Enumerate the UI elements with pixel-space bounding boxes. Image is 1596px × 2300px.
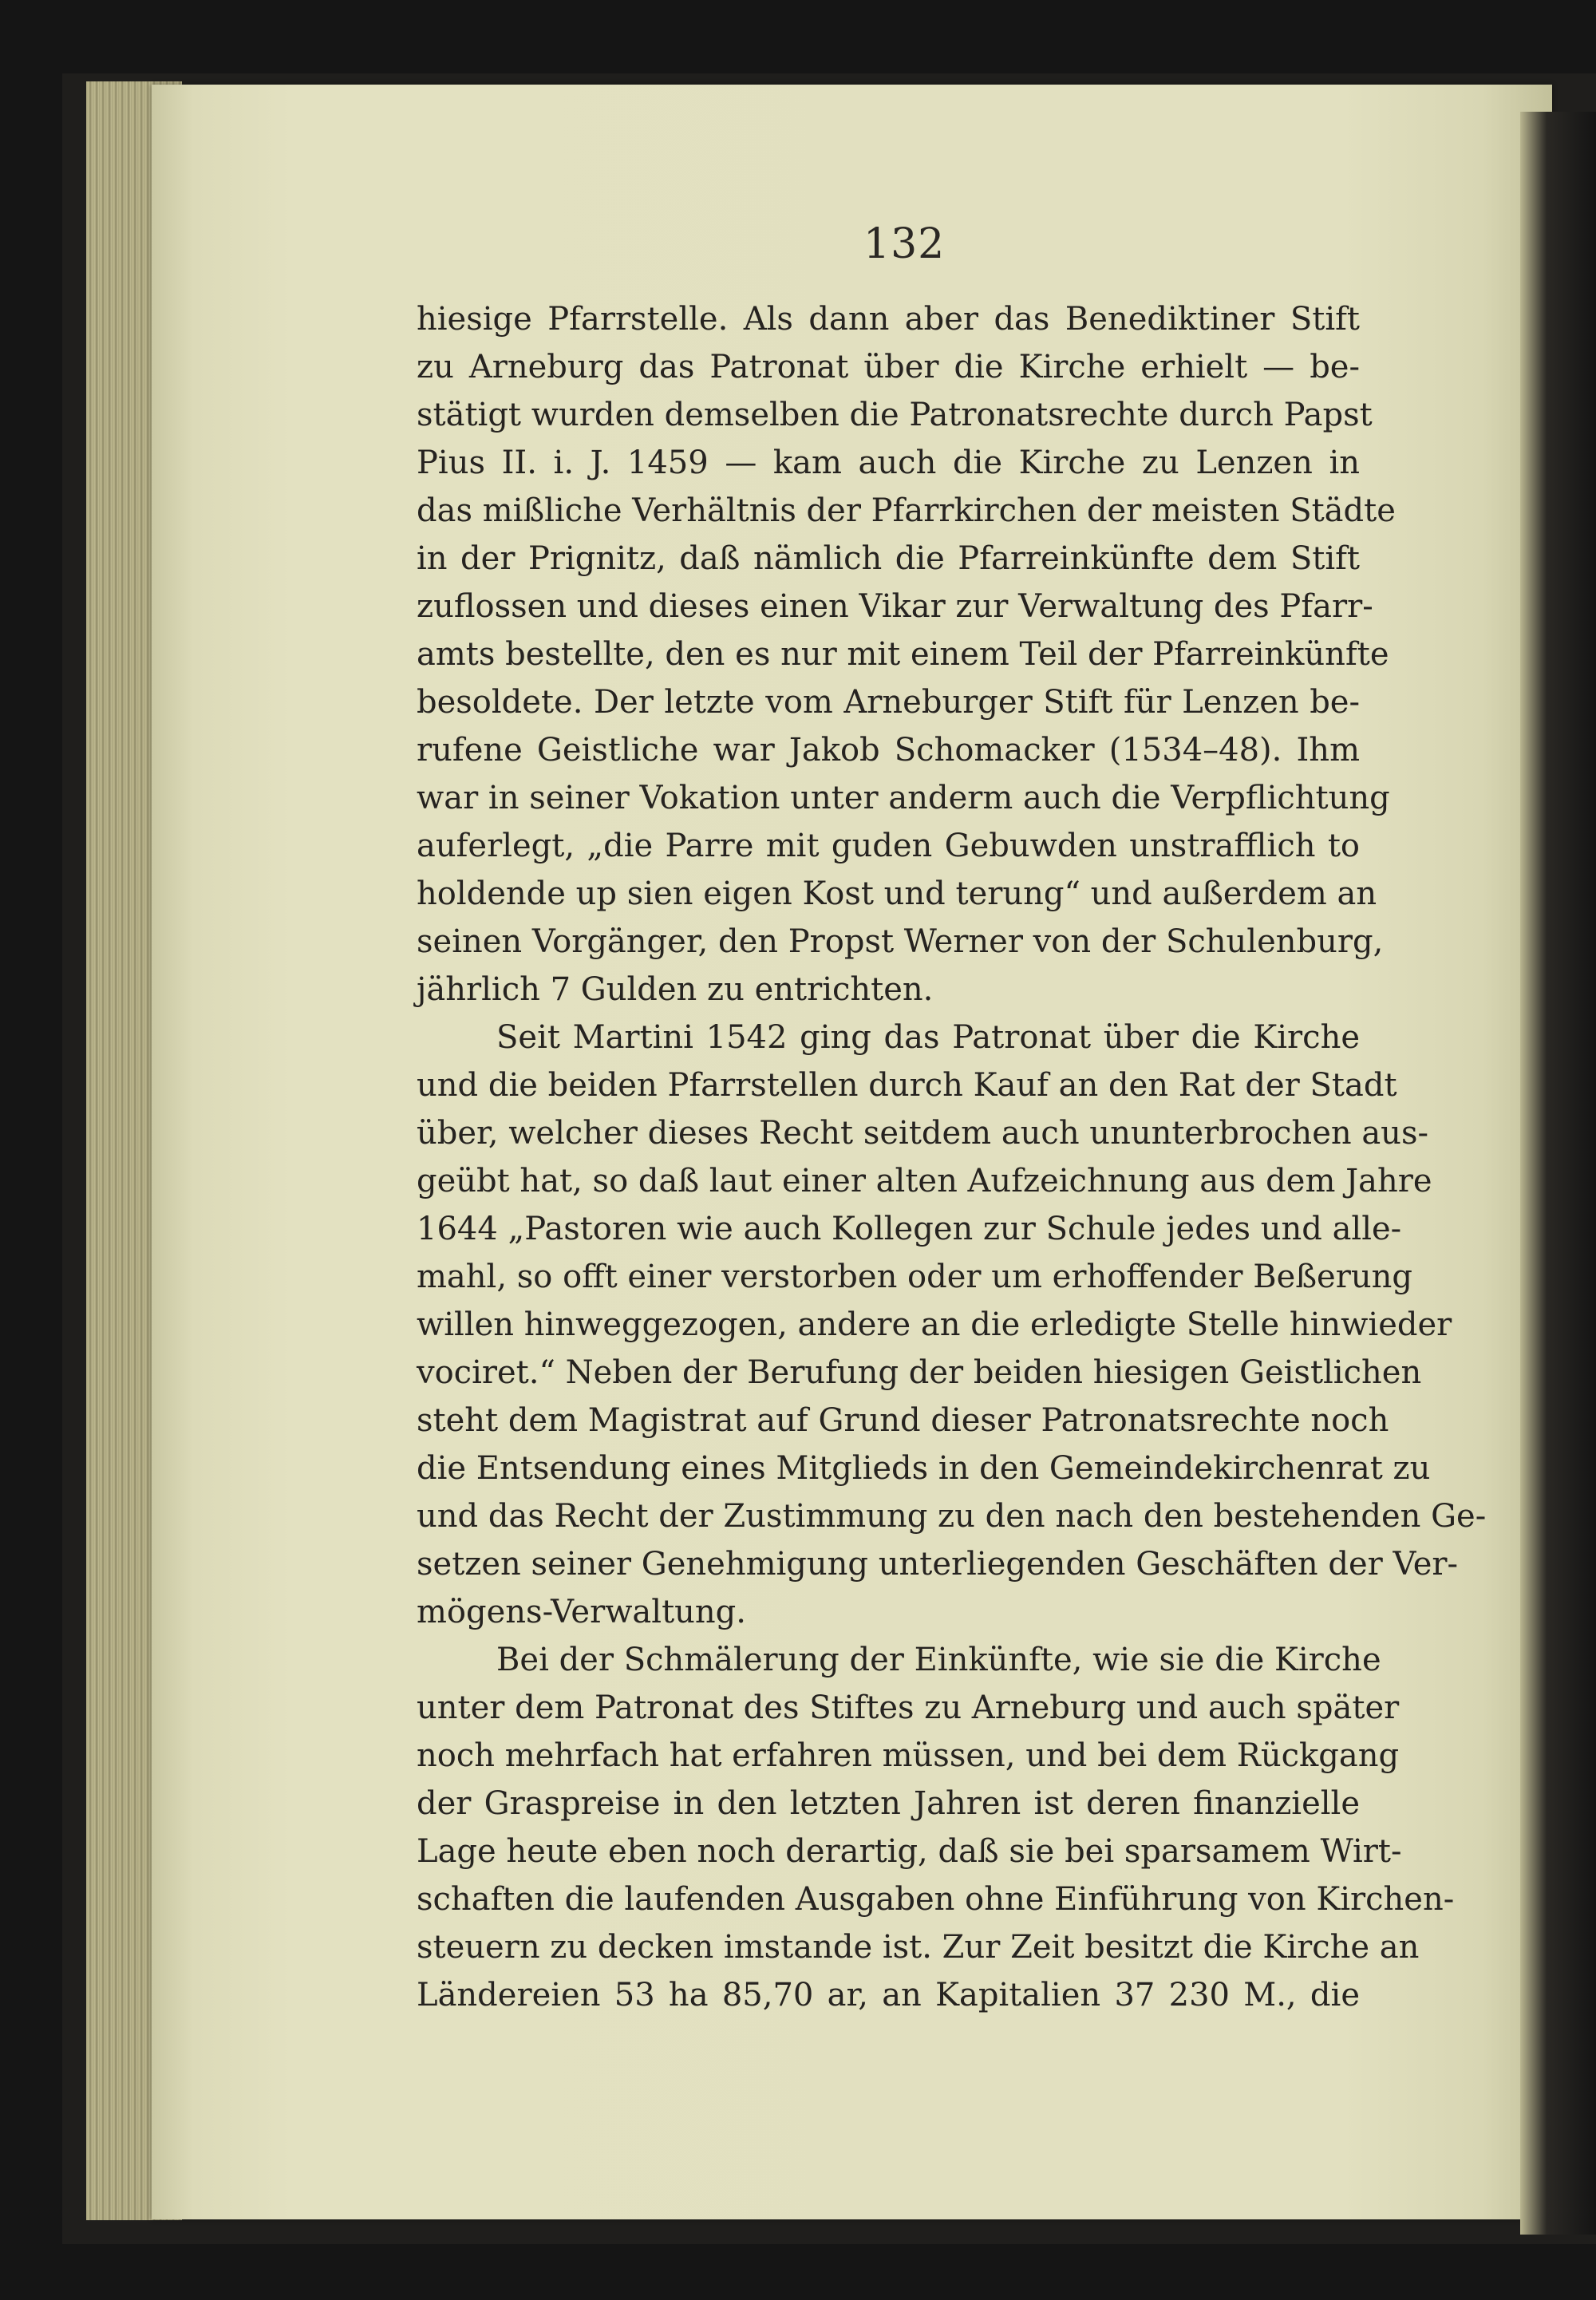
- text-line: besoldete. Der letzte vom Arneburger Stift für Lenzen be-: [417, 684, 1360, 721]
- text-line: mahl, so offt einer verstorben oder um erhoffender Beßerung: [417, 1259, 1412, 1295]
- text-line: und die beiden Pfarrstellen durch Kauf an den Rat der Stadt: [417, 1067, 1397, 1104]
- text-line: seinen Vorgänger, den Propst Werner von der Schulenburg,: [417, 923, 1384, 960]
- text-line: mögens-Verwaltung.: [417, 1594, 746, 1630]
- text-line: steuern zu decken imstande ist. Zur Zeit besitzt die Kirche an: [417, 1929, 1420, 1966]
- text-line: vociret.“ Neben der Berufung der beiden hiesigen Geistlichen: [417, 1354, 1422, 1391]
- text-line: das mißliche Verhältnis der Pfarrkirchen der meisten Städte: [417, 492, 1396, 529]
- text-line: in der Prignitz, daß nämlich die Pfarreinkünfte dem Stift: [417, 540, 1360, 577]
- text-line: jährlich 7 Gulden zu entrichten.: [417, 971, 934, 1008]
- text-line: hiesige Pfarrstelle. Als dann aber das Benediktiner Stift: [417, 301, 1360, 338]
- text-line: holdende up sien eigen Kost und terung“ und außerdem an: [417, 875, 1377, 912]
- text-line: die Entsendung eines Mitglieds in den Gemeindekirchenrat zu: [417, 1450, 1431, 1487]
- page-number: 132: [863, 220, 946, 268]
- text-line: zuflossen und dieses einen Vikar zur Verwaltung des Pfarr-: [417, 588, 1373, 625]
- text-line: über, welcher dieses Recht seitdem auch ununterbrochen aus-: [417, 1115, 1428, 1152]
- text-line: willen hinweggezogen, andere an die erledigte Stelle hinwieder: [417, 1306, 1452, 1343]
- text-line: rufene Geistliche war Jakob Schomacker (1534–48). Ihm: [417, 732, 1360, 769]
- text-line: 1644 „Pastoren wie auch Kollegen zur Schule jedes und alle-: [417, 1211, 1402, 1247]
- book-gutter: [1520, 112, 1596, 2235]
- text-line: noch mehrfach hat erfahren müssen, und bei dem Rückgang: [417, 1737, 1400, 1774]
- text-line: unter dem Patronat des Stiftes zu Arneburg und auch später: [417, 1689, 1400, 1726]
- text-line: war in seiner Vokation unter anderm auch die Verpflichtung: [417, 780, 1390, 816]
- text-line: geübt hat, so daß laut einer alten Aufzeichnung aus dem Jahre: [417, 1163, 1432, 1199]
- text-line: amts bestellte, den es nur mit einem Teil der Pfarreinkünfte: [417, 636, 1389, 673]
- text-line: Seit Martini 1542 ging das Patronat über die Kirche: [496, 1019, 1360, 1056]
- text-line: und das Recht der Zustimmung zu den nach den bestehenden Ge-: [417, 1498, 1487, 1535]
- text-line: Bei der Schmälerung der Einkünfte, wie sie die Kirche: [496, 1642, 1381, 1678]
- text-line: der Graspreise in den letzten Jahren ist deren finanzielle: [417, 1785, 1360, 1822]
- text-line: Lage heute eben noch derartig, daß sie bei sparsamem Wirt-: [417, 1833, 1402, 1870]
- text-line: auferlegt, „die Parre mit guden Gebuwden unstrafflich to: [417, 828, 1360, 864]
- text-line: setzen seiner Genehmigung unterliegenden Geschäften der Ver-: [417, 1546, 1459, 1583]
- text-line: stätigt wurden demselben die Patronatsrechte durch Papst: [417, 397, 1373, 433]
- text-line: zu Arneburg das Patronat über die Kirche erhielt — be-: [417, 349, 1360, 385]
- text-line: steht dem Magistrat auf Grund dieser Patronatsrechte noch: [417, 1402, 1389, 1439]
- text-line: Ländereien 53 ha 85,70 ar, an Kapitalien 37 230 M., die: [417, 1977, 1360, 2013]
- text-line: schaften die laufenden Ausgaben ohne Einführung von Kirchen-: [417, 1881, 1455, 1918]
- text-line: Pius II. i. J. 1459 — kam auch die Kirche zu Lenzen in: [417, 445, 1360, 481]
- page-text: [417, 295, 1487, 2019]
